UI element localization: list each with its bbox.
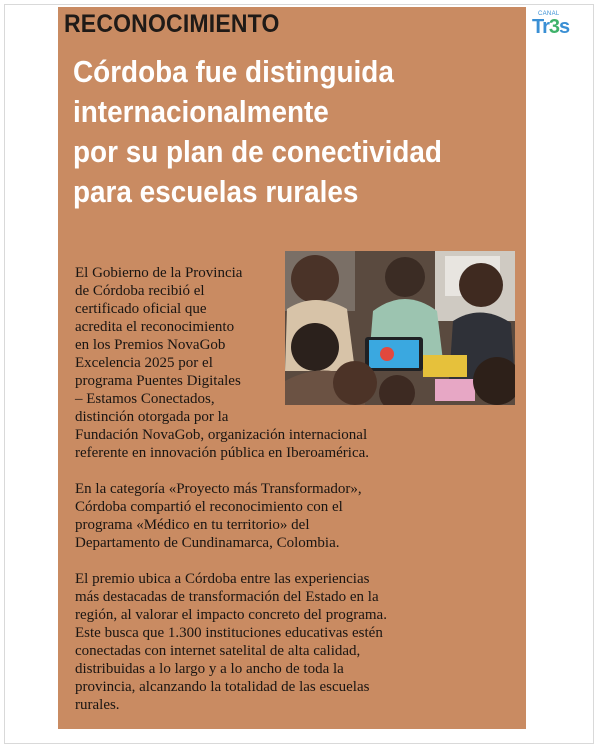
paragraph-2-line: programa «Médico en tu territorio» del (75, 517, 310, 533)
paragraph-1-line: – Estamos Conectados, (75, 391, 215, 407)
paragraph-1-line: certificado oficial que (75, 301, 207, 317)
paragraph-gap (75, 552, 515, 570)
paragraph-2-line: Departamento de Cundinamarca, Colombia. (75, 535, 340, 551)
paragraph-2-line: En la categoría «Proyecto más Transformador», (75, 481, 362, 497)
paragraph-1-line: El Gobierno de la Provincia (75, 265, 243, 281)
logo-main-text: Tr3s (532, 16, 570, 38)
paragraph-3-line: rurales. (75, 697, 120, 713)
logo-small-text: CANAL (538, 11, 560, 17)
paragraph-gap (75, 462, 515, 480)
headline-line: por su plan de conectividad (73, 134, 442, 169)
paragraph-1-line: referente en innovación pública en Iberoamérica. (75, 445, 370, 461)
paragraph-1-line: acredita el reconocimiento (75, 319, 235, 335)
paragraph-1-line: distinción otorgada por la (75, 409, 229, 425)
paragraph-1-line: de Córdoba recibió el (75, 283, 205, 299)
paragraph-2-line: Córdoba compartió el reconocimiento con el (75, 499, 343, 515)
article-body (75, 264, 515, 714)
paragraph-1-line: en los Premios NovaGob (75, 337, 226, 353)
paragraph-3-line: Este busca que 1.300 instituciones educativas estén (75, 625, 383, 641)
section-label: RECONOCIMIENTO (64, 10, 280, 38)
paragraph-1-line: Excelencia 2025 por el (75, 355, 213, 371)
headline-line: para escuelas rurales (73, 174, 359, 209)
paragraph-3-line: El premio ubica a Córdoba entre las experiencias (75, 571, 370, 587)
channel-logo (528, 6, 584, 46)
paragraph-1-line: Fundación NovaGob, organización internacional (75, 427, 368, 443)
headline-line: internacionalmente (73, 94, 329, 129)
paragraph-3-line: conectadas con internet satelital de alta calidad, (75, 643, 361, 659)
headline-line: Córdoba fue distinguida (73, 54, 394, 89)
paragraph-3-line: distribuidas a lo largo y a lo ancho de toda la (75, 661, 344, 677)
paragraph-3-line: más destacadas de transformación del Estado en la (75, 589, 379, 605)
paragraph-3-line: provincia, alcanzando la totalidad de las escuelas (75, 679, 370, 695)
paragraph-3-line: región, al valorar el impacto concreto del programa. (75, 607, 387, 623)
headline (73, 52, 469, 212)
paragraph-1-line: programa Puentes Digitales (75, 373, 241, 389)
